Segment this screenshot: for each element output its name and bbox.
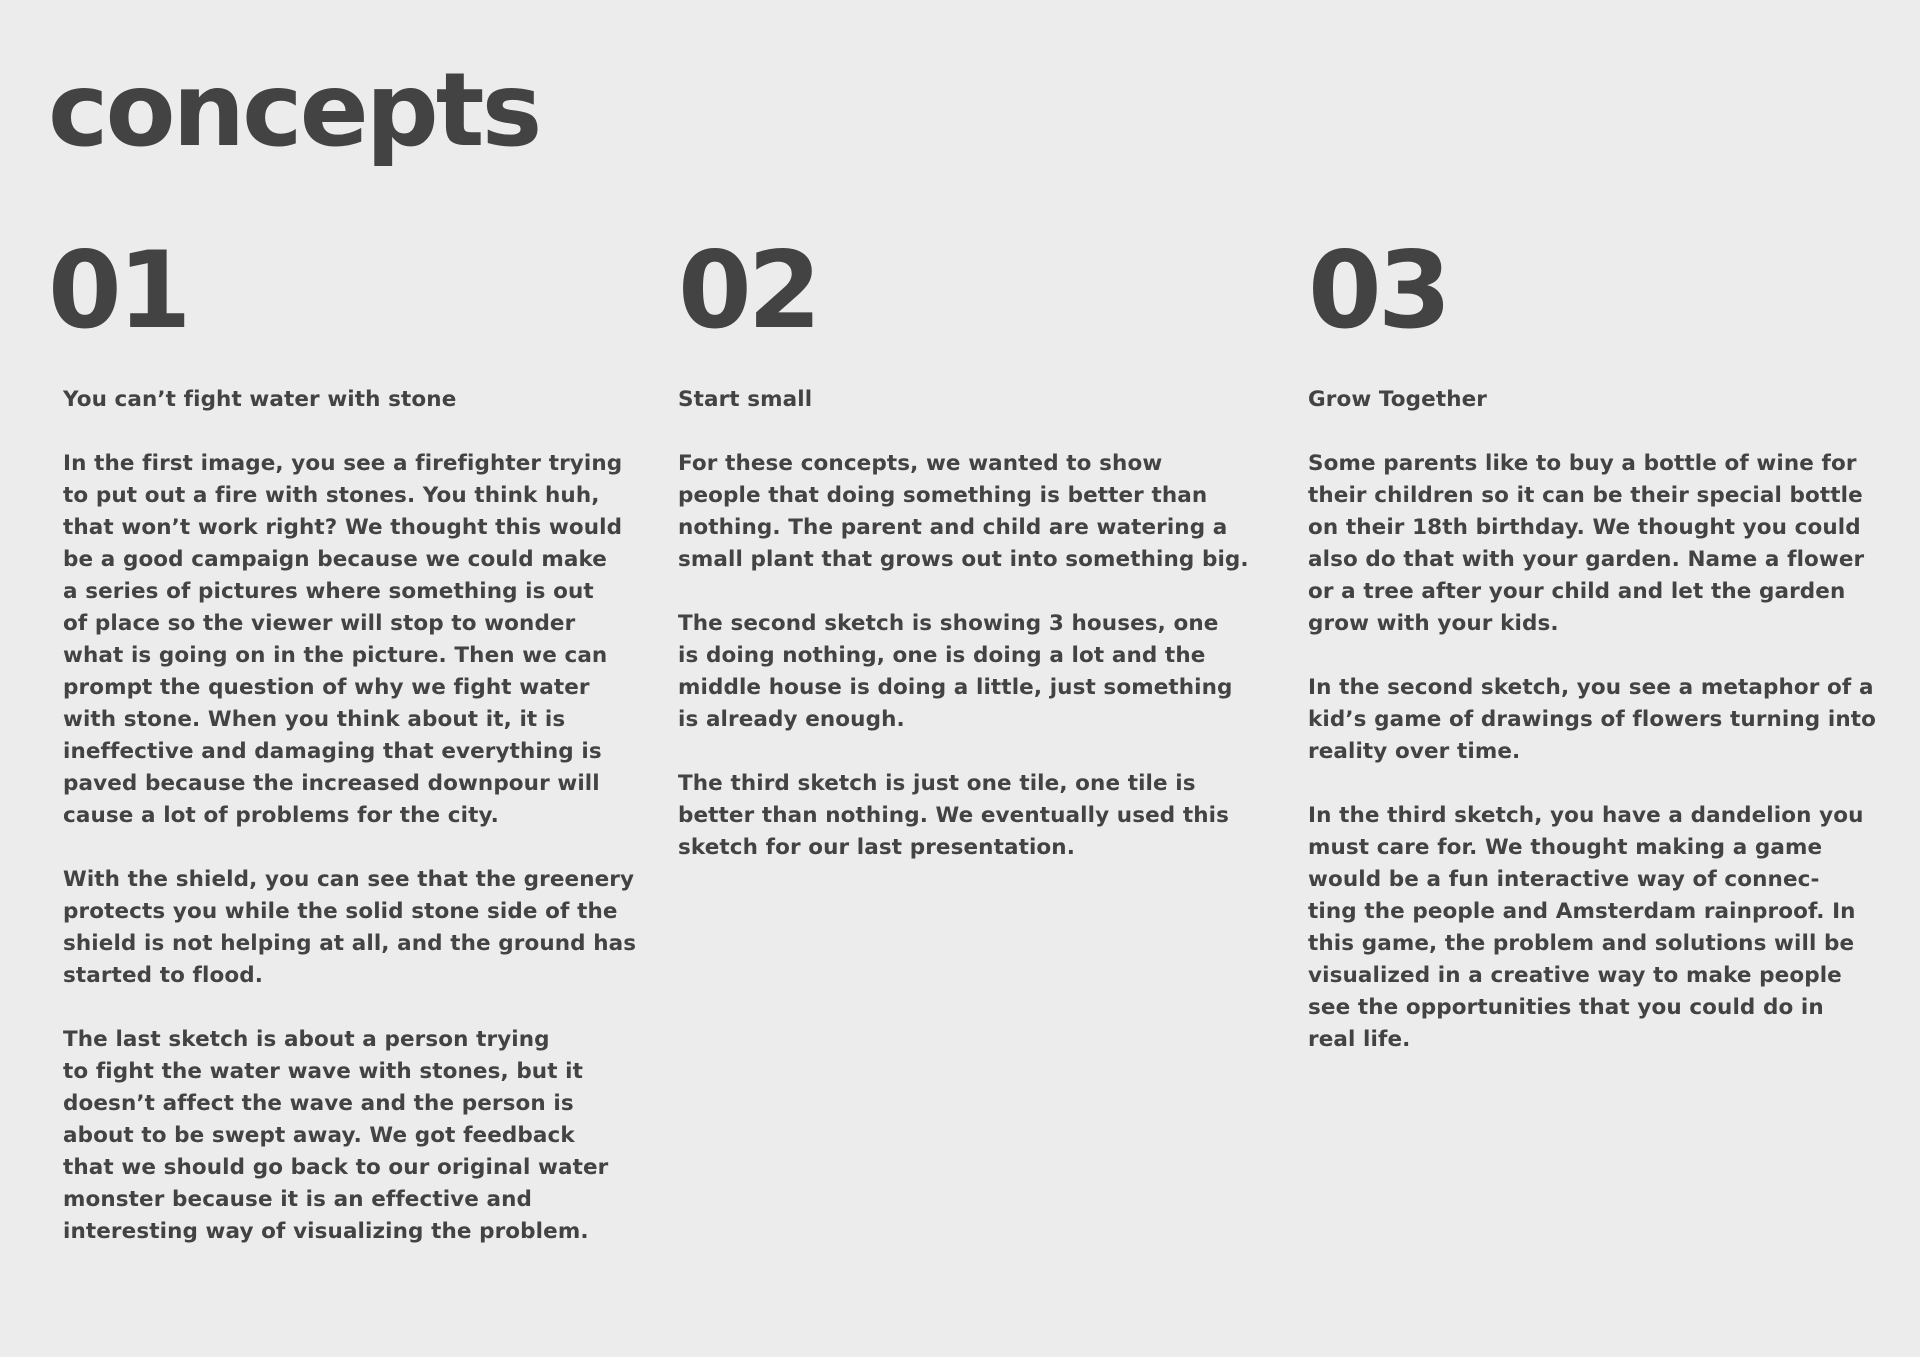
concept-paragraph: With the shield, you can see that the greenery protects you while the solid stone side of the shield is not helping at all, and the ground has started to flood. <box>63 867 637 988</box>
concept-paragraph: The third sketch is just one tile, one tile is better than nothing. We eventually used this sketch for our last presentation. <box>678 771 1230 860</box>
concept-body <box>678 384 1263 896</box>
concept-paragraph: The second sketch is showing 3 houses, one is doing nothing, one is doing a lot and the middle house is doing a little, just something is already enough. <box>678 611 1233 732</box>
concept-paragraph: In the first image, you see a firefighter trying to put out a fire with stones. You think huh, that won’t work right? We thought this would be a good campaign because we could make a series of pictures where something is out of place so the viewer will stop to wonder what is going on in the picture. Then we can prompt the question of why we fight water with stone. When you think about it, it is ineffective and damaging that everything is paved because the increased downpour will cause a lot of problems for the city. <box>63 451 623 828</box>
concept-heading: You can’t fight water with stone <box>63 387 457 412</box>
concept-heading: Start small <box>678 387 813 412</box>
concept-paragraph: Some parents like to buy a bottle of wine for their children so it can be their special bottle on their 18th birthday. We thought you could also do that with your garden. Name a flower or a tree after your child and let the garden grow with your kids. <box>1308 451 1865 636</box>
concept-body <box>63 384 663 1280</box>
concept-column-02 <box>678 229 1263 860</box>
concept-paragraph: In the second sketch, you see a metaphor of a kid’s game of drawings of flowers turning into reality over time. <box>1308 675 1876 764</box>
concept-column-03 <box>1308 229 1893 1052</box>
concept-paragraph: The last sketch is about a person trying to fight the water wave with stones, but it doesn’t affect the wave and the person is about to be swept away. We got feedback that we should go back to our original water monster because it is an effective and interesting way of visualizing the problem. <box>63 1027 609 1244</box>
concept-number: 02 <box>678 229 818 352</box>
concept-body <box>1308 384 1893 1088</box>
concept-paragraph: In the third sketch, you have a dandelion you must care for. We thought making a game would be a fun interactive way of connec- ting the people and Amsterdam rainproof. In this game, the problem and solutions will be visualized in a creative way to make people see the opportunities that you could do in real life. <box>1308 803 1864 1052</box>
concept-number: 03 <box>1308 229 1448 352</box>
page-title: concepts <box>48 51 540 170</box>
concept-number: 01 <box>48 229 188 352</box>
concept-heading: Grow Together <box>1308 387 1487 412</box>
concept-column-01 <box>48 229 638 1244</box>
concept-paragraph: For these concepts, we wanted to show people that doing something is better than nothing. The parent and child are watering a small plant that grows out into something big. <box>678 451 1249 572</box>
